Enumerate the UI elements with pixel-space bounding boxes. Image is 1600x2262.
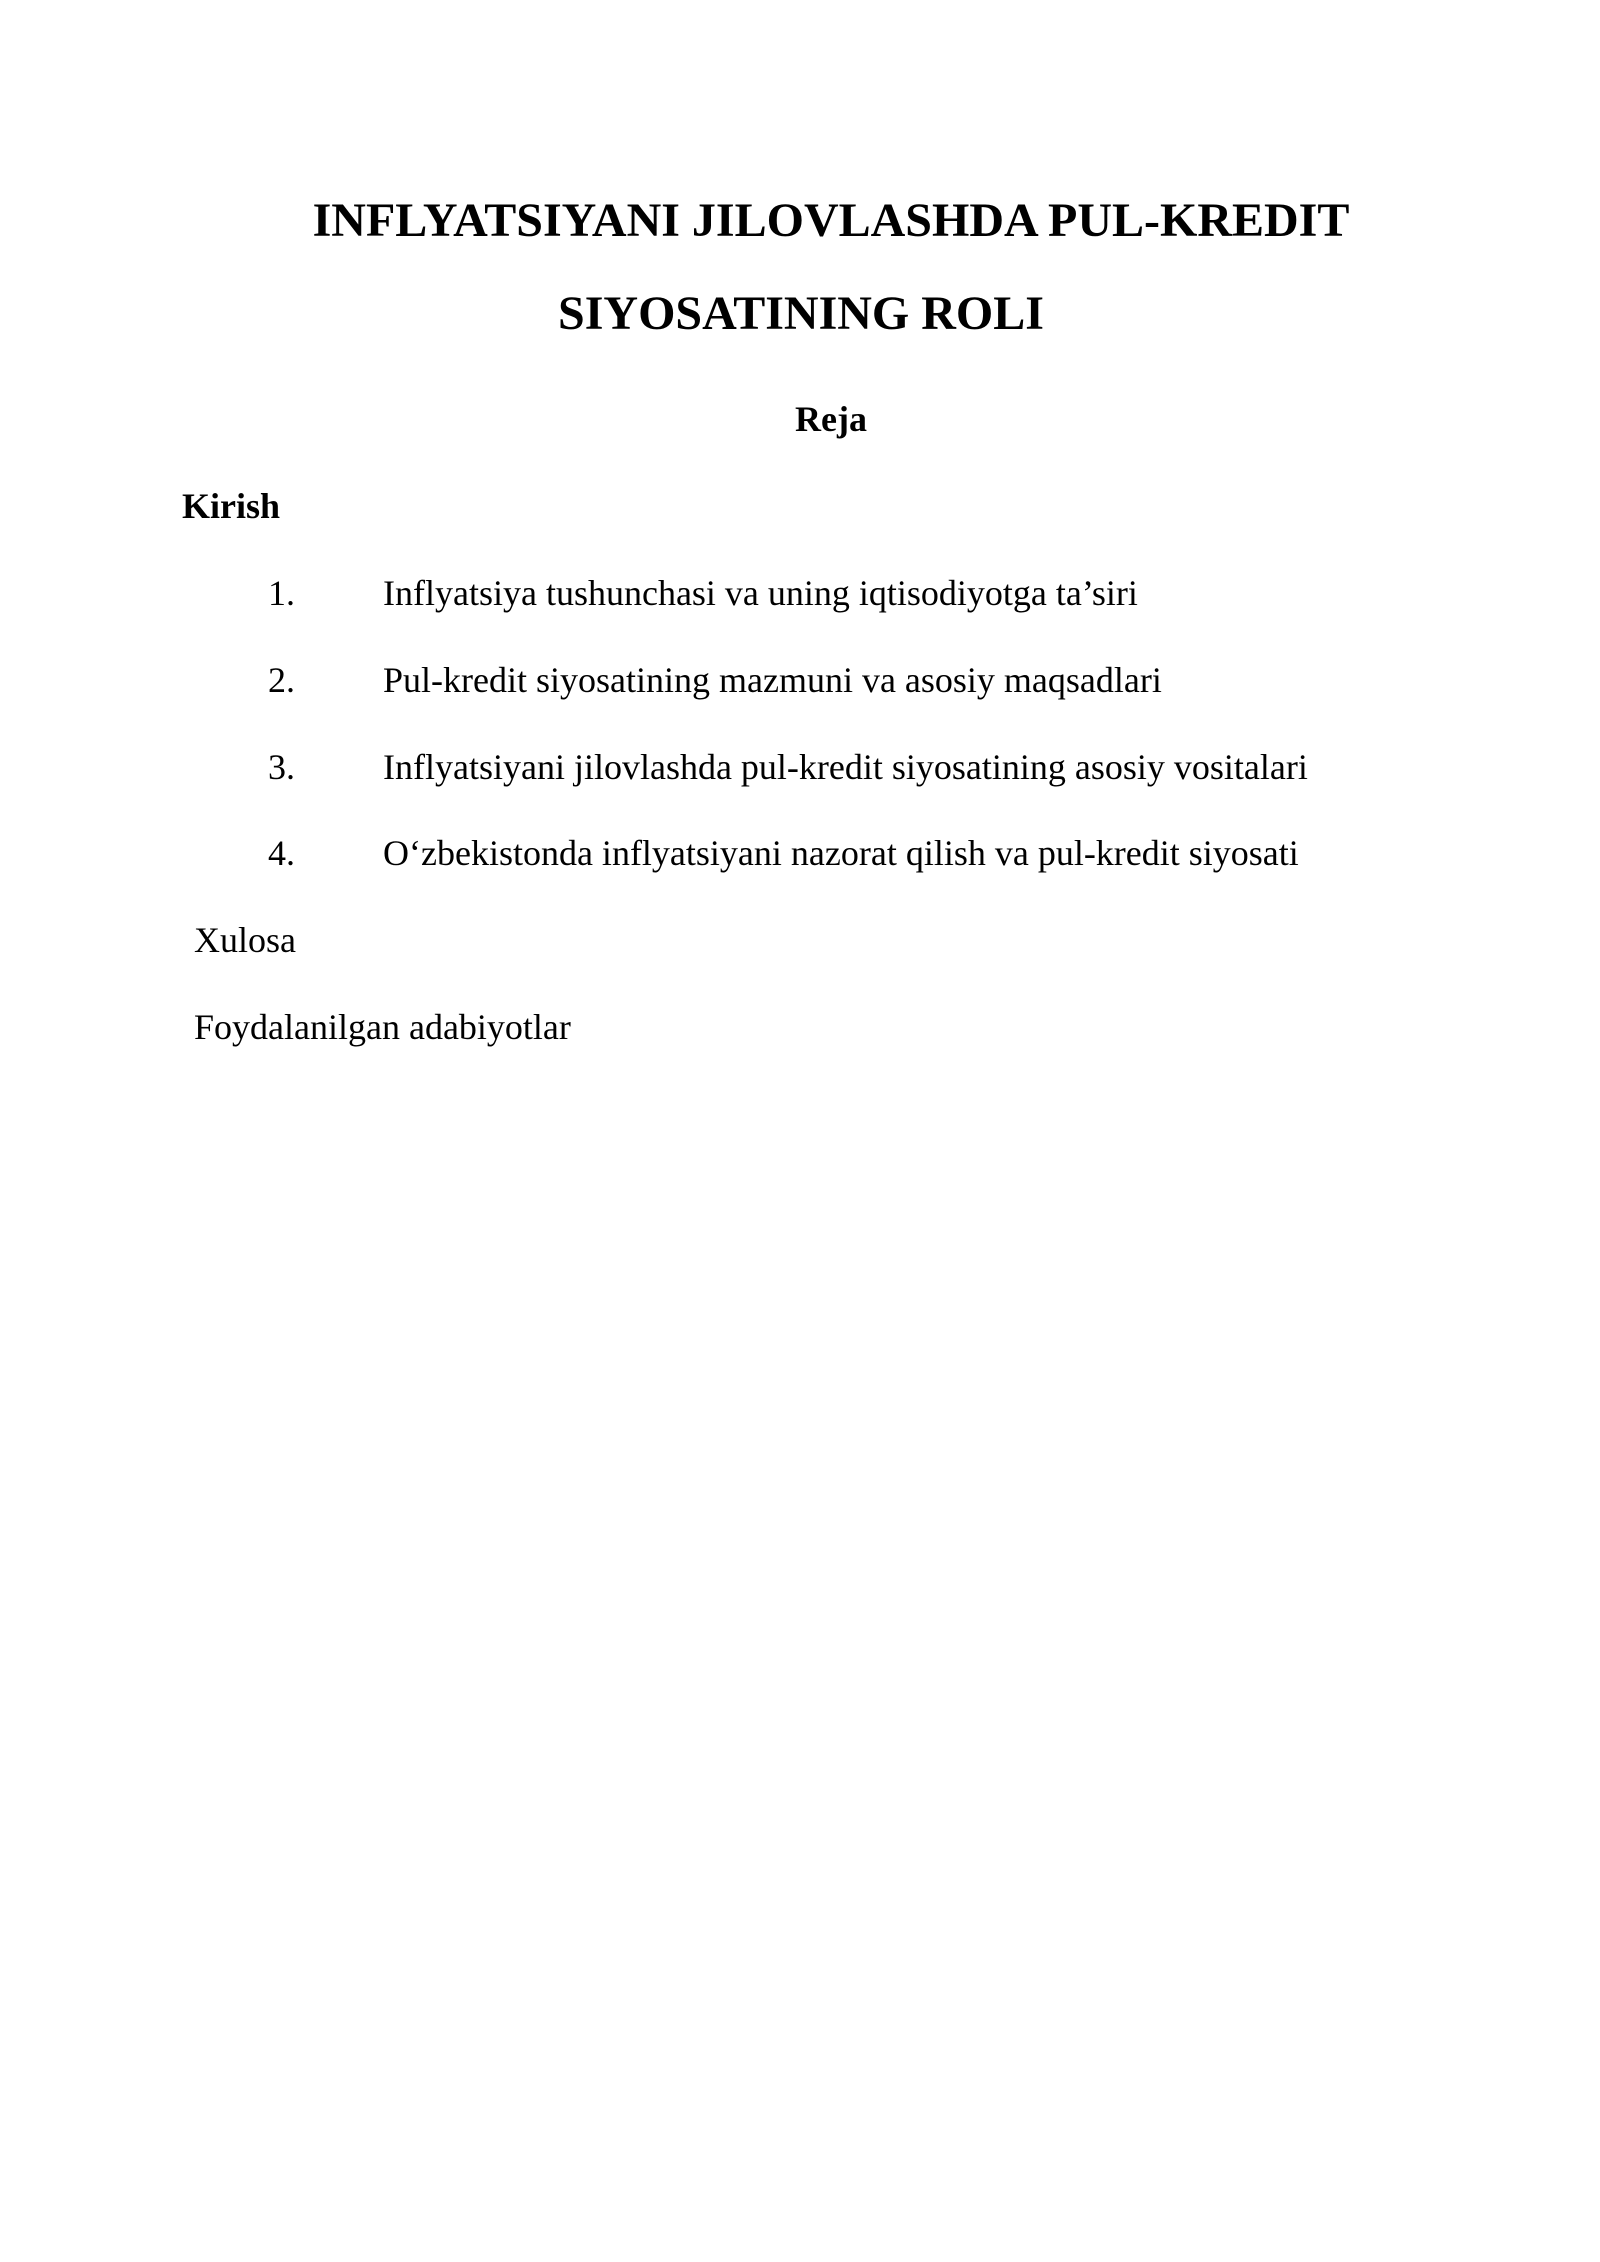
plan-item [0, 835, 1600, 875]
references-label: Foydalanilgan adabiyotlar [194, 1007, 571, 1047]
plan-item-number: 2. [268, 660, 295, 700]
plan-item-number: 3. [268, 747, 295, 787]
intro-label: Kirish [182, 486, 281, 526]
plan-item-text: O‘zbekistonda inflyatsiyani nazorat qilish va pul-kredit siyosati [383, 833, 1299, 873]
plan-item-text: Inflyatsiyani jilovlashda pul-kredit siyosatining asosiy vositalari [383, 747, 1308, 787]
plan-item-text: Inflyatsiya tushunchasi va uning iqtisodiyotga ta’siri [383, 573, 1138, 613]
conclusion-label: Xulosa [194, 920, 296, 960]
plan-item [0, 575, 1600, 615]
document-title-line-1: INFLYATSIYANI JILOVLASHDA PUL-KREDIT [312, 194, 1350, 247]
plan-item-text: Pul-kredit siyosatining mazmuni va asosiy maqsadlari [383, 660, 1162, 700]
plan-item-number: 4. [268, 833, 295, 873]
plan-item [0, 749, 1600, 789]
plan-heading: Reja [795, 399, 867, 439]
plan-item-number: 1. [268, 573, 295, 613]
document-title-line-2: SIYOSATINING ROLI [558, 287, 1044, 340]
plan-item [0, 662, 1600, 702]
